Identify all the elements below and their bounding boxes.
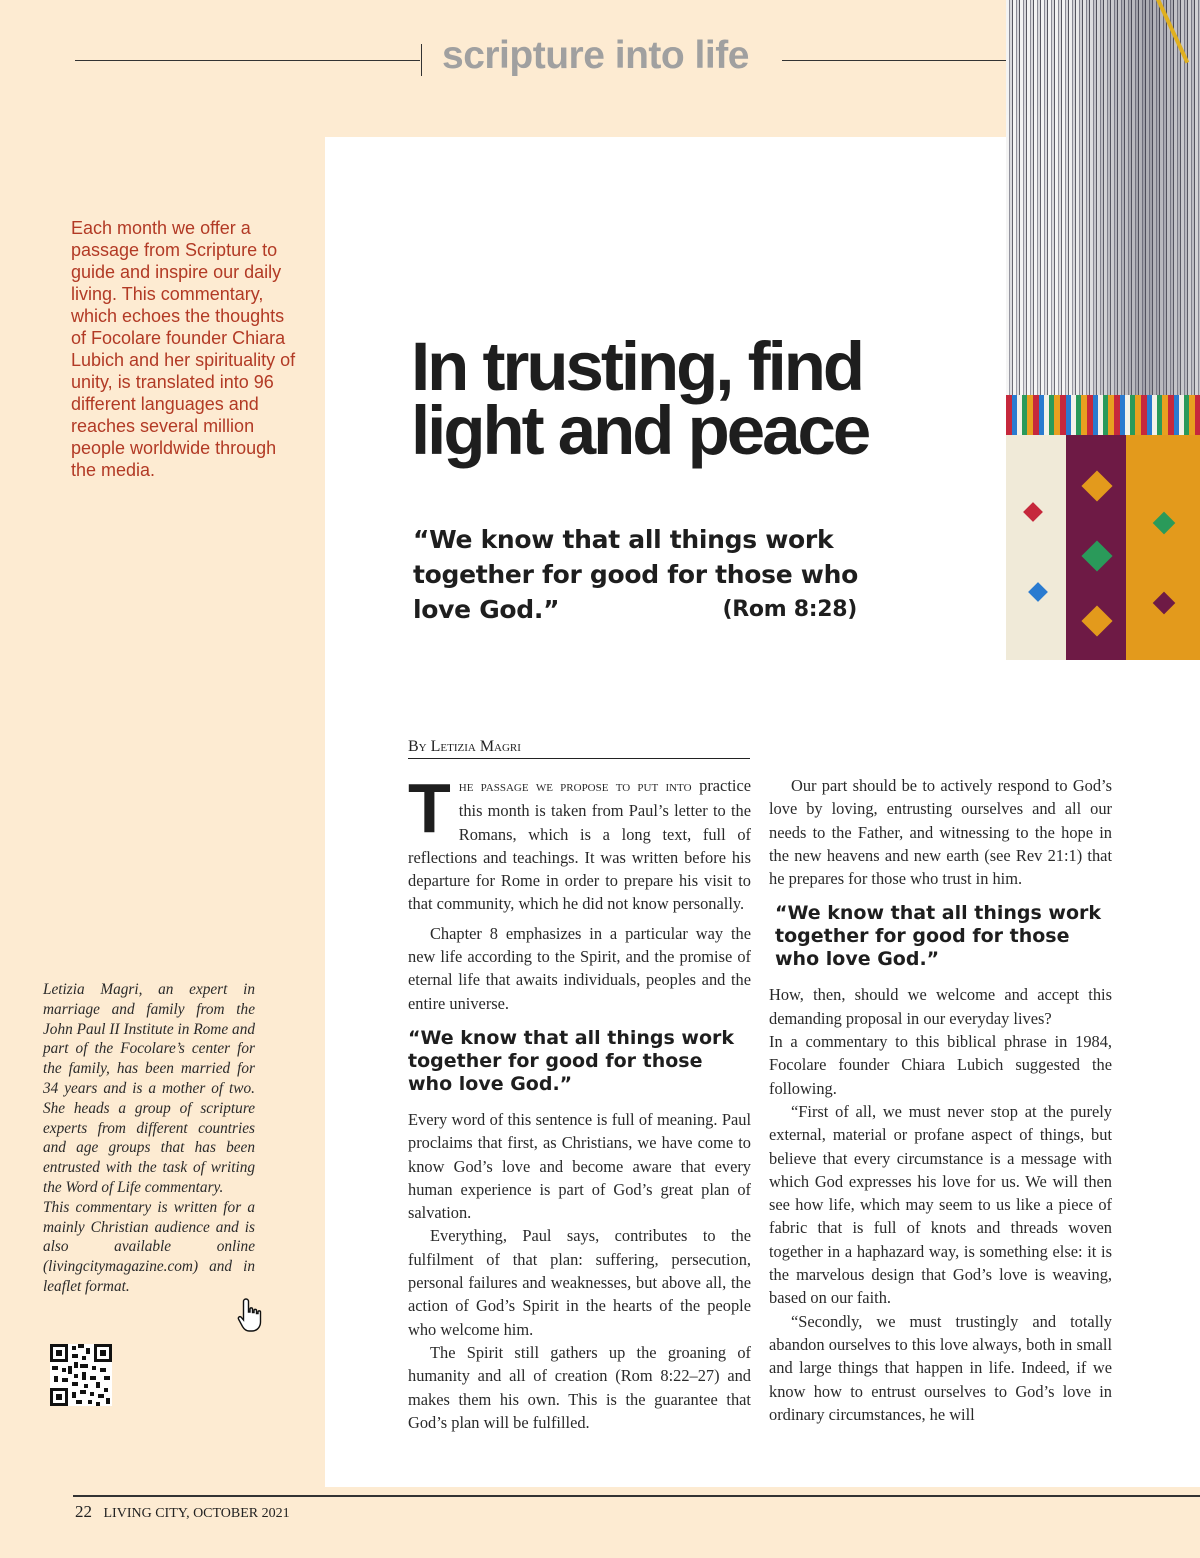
warp-shade <box>1066 0 1200 410</box>
intro-text: Each month we offer a passage from Scripture to guide and inspire our daily living. This commentary, which echoes the thoughts of Focolare founder Chiara Lubich and her spirituality of unity, is translated into 96 different languages and reaches several million people worldwide through the media. <box>71 218 296 480</box>
pull-quote-text: “We know that all things work together for good for those who love God.” <box>413 525 858 624</box>
footer-rule <box>73 1495 1200 1497</box>
header-rule-right <box>782 60 1006 61</box>
lead-in: he passage we propose to put into <box>458 779 692 795</box>
bio-paragraph: Letizia Magri, an expert in marriage and family from the John Paul II Institute in Rome and part of the Focolare’s center for the family, has been married for 34 years and is a mother of two. She heads a group of scripture experts from different countries and age groups that has been entrusted with the task of writing the Word of Life commentary. <box>43 981 255 1196</box>
paragraph: How, then, should we welcome and accept this demanding proposal in our everyday lives? <box>769 985 1112 1028</box>
paragraph: Chapter 8 emphasizes in a particular way the new life according to the Spirit, and the promise of eternal life that awaits individuals, peoples and the entire universe. <box>408 923 751 1013</box>
qr-code-icon <box>50 1344 112 1406</box>
paragraph <box>408 769 751 916</box>
article-column-left <box>408 769 751 1434</box>
headline-line-2: light and peace <box>411 392 869 469</box>
paragraph: “First of all, we must never stop at the purely external, material or profane aspect of things, but believe that every circumstance is a message with which God expresses his love for us. We will then see how life, which may seem to us like a piece of fabric that is full of knots and threads woven together in a haphazard way, is something else: it is the marvelous design that God’s love is weaving, based on our faith. <box>769 1101 1112 1308</box>
paragraph: In a commentary to this biblical phrase in 1984, Focolare founder Chiara Lubich suggested the following. <box>769 1032 1112 1098</box>
pull-quote <box>413 522 863 627</box>
page-number: 22 <box>75 1502 92 1521</box>
paragraph: Our part should be to actively respond to God’s love by loving, entrusting ourselves and all our needs to the Father, and witnessing to the hope in the new heavens and new earth (see Rev 21:1) that he prepares for those who trust in him. <box>769 776 1112 889</box>
article-headline <box>411 328 991 469</box>
paragraph: Everything, Paul says, contributes to the fulfilment of that plan: suffering, persecution, personal failures and weaknesses, but above all, the action of God’s Spirit in the hearts of the people who welcome him. <box>408 1226 751 1339</box>
paragraph-text: practice this month is taken from Paul’s letter to the Romans, which is a long text, full of reflections and teachings. It was written before his departure for Rome in order to prepare his visit to that community, which he did not know personally. <box>408 776 751 914</box>
paragraph: “Secondly, we must trustingly and totally abandon ourselves to this love always, both in small and large things that happen in life. Indeed, if we know how to entrust ourselves to God’s love in ordinary circumstances, he will <box>769 1311 1112 1424</box>
paragraph: The Spirit still gathers up the groaning of humanity and all of creation (Rom 8:22–27) and makes them his own. This is the guarantee that God’s plan will be fulfilled. <box>408 1342 751 1432</box>
header-rule-left <box>75 60 420 61</box>
rug-band-orange <box>1126 425 1200 660</box>
rug-fringe <box>1006 395 1200 435</box>
author-bio <box>43 980 255 1297</box>
footer <box>75 1502 290 1522</box>
byline: By Letizia Magri <box>408 738 750 759</box>
tapestry-photo <box>1006 0 1200 660</box>
headline-line-1: In trusting, find <box>411 328 863 405</box>
subhead: “We know that all things work together for good for those who love God.” <box>775 902 1102 971</box>
pull-quote-reference: (Rom 8:28) <box>722 597 857 622</box>
hand-pointer-icon <box>236 1297 266 1333</box>
paragraph: Every word of this sentence is full of meaning. Paul proclaims that first, as Christians, we have come to know God’s love and become aware that every human experience is part of God’s great plan of salvation. <box>408 1109 751 1223</box>
header-tick <box>421 44 422 76</box>
woven-rug <box>1006 395 1200 660</box>
subhead: “We know that all things work together for good for those who love God.” <box>408 1026 735 1095</box>
drop-cap: T <box>408 769 451 847</box>
rug-band-white <box>1006 435 1066 660</box>
section-title: scripture into life <box>442 34 749 77</box>
bio-paragraph: This commentary is written for a mainly Christian audience and is also available online (livingcitymagazine.com) and in leaflet format. <box>43 1198 255 1295</box>
article-column-right <box>769 774 1112 1426</box>
publication-info: LIVING CITY, OCTOBER 2021 <box>103 1506 290 1521</box>
